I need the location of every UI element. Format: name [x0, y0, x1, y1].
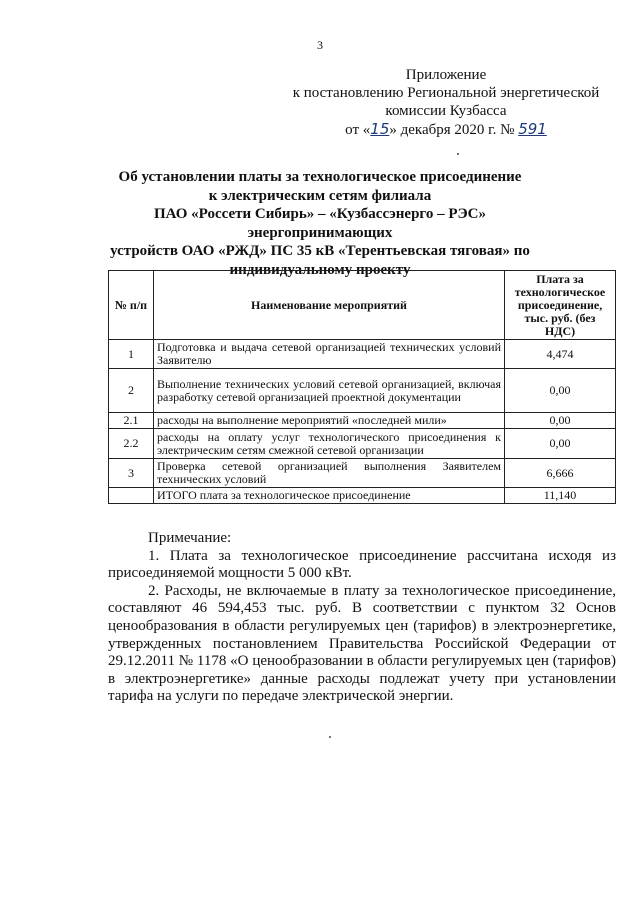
table-row	[109, 429, 616, 459]
appendix-date	[286, 120, 606, 139]
appendix-title: Приложение	[405, 67, 487, 83]
handwritten-day: 15	[370, 120, 390, 138]
header-num: № п/п	[109, 271, 154, 340]
title-line-3: ПАО «Россети Сибирь» – «Кузбассэнерго – РЭС» энергопринимающих	[153, 206, 487, 241]
row-name: расходы на оплату услуг технологического присоединения к электрическим сетям смежной сетевой организации	[154, 429, 505, 459]
appendix-header	[286, 66, 606, 139]
table-row	[109, 340, 616, 369]
table-header-row	[109, 271, 616, 340]
row-num: 2.1	[109, 413, 154, 429]
appendix-decree: к постановлению Региональной энергетической	[292, 85, 600, 101]
row-num: 2	[109, 369, 154, 413]
appendix-commission: комиссии Кузбасса	[385, 103, 507, 119]
date-suffix: » декабря 2020 г. №	[389, 122, 515, 138]
title-line-5: индивидуальному проекту	[229, 261, 411, 278]
scan-speck	[329, 736, 331, 738]
row-name: Проверка сетевой организацией выполнения Заявителем технических условий	[154, 459, 505, 488]
table-row	[109, 459, 616, 488]
header-name: Наименование мероприятий	[154, 271, 505, 340]
table-row	[109, 369, 616, 413]
title-line-4: устройств ОАО «РЖД» ПС 35 кВ «Терентьевская тяговая» по	[110, 243, 530, 259]
row-name: расходы на выполнение мероприятий «последней мили»	[154, 413, 505, 429]
row-num: 2.2	[109, 429, 154, 459]
row-name: ИТОГО плата за технологическое присоединение	[154, 488, 505, 504]
page-number: 3	[317, 38, 323, 52]
table-row	[109, 413, 616, 429]
row-num: 3	[109, 459, 154, 488]
row-num: 1	[109, 340, 154, 369]
title-line-1: Об установлении платы за технологическое присоединение	[118, 169, 522, 185]
row-fee: 6,666	[505, 459, 616, 488]
notes-section	[108, 530, 616, 706]
header-fee: Плата за технологическое присоединение, тыс. руб. (без НДС)	[505, 271, 616, 340]
scan-speck	[457, 153, 459, 155]
row-name: Подготовка и выдача сетевой организацией технических условий Заявителю	[154, 340, 505, 369]
row-fee: 4,474	[505, 340, 616, 369]
row-num	[109, 488, 154, 504]
handwritten-number: 591	[518, 120, 547, 138]
row-fee: 11,140	[505, 488, 616, 504]
table-total-row	[109, 488, 616, 504]
fee-table	[108, 270, 616, 504]
notes-heading: Примечание:	[148, 530, 232, 546]
note-1: 1. Плата за технологическое присоединение рассчитана исходя из присоединяемой мощности 5 000 кВт.	[108, 547, 616, 582]
document-title	[108, 168, 532, 279]
note-2: 2. Расходы, не включаемые в плату за технологическое присоединение, составляют 46 594,453 тыс. руб. В соответствии с пунктом 32 Основ ценообразования в области регулируемых цен (тарифов) в электроэнергетике, утвержденных постановлением Правительства Российской Федерации от 29.12.2011 № 1178 «О ценообразовании в области регулируемых цен (тарифов) в электроэнергетике» данные расходы подлежат учету при установлении тарифа на услуги по передаче электрической энергии.	[108, 582, 616, 705]
date-prefix: от «	[345, 122, 371, 138]
title-line-2: к электрическим сетям филиала	[208, 187, 432, 204]
row-fee: 0,00	[505, 429, 616, 459]
row-fee: 0,00	[505, 413, 616, 429]
row-fee: 0,00	[505, 369, 616, 413]
row-name: Выполнение технических условий сетевой организацией, включая разработку сетевой организацией проектной документации	[154, 369, 505, 413]
